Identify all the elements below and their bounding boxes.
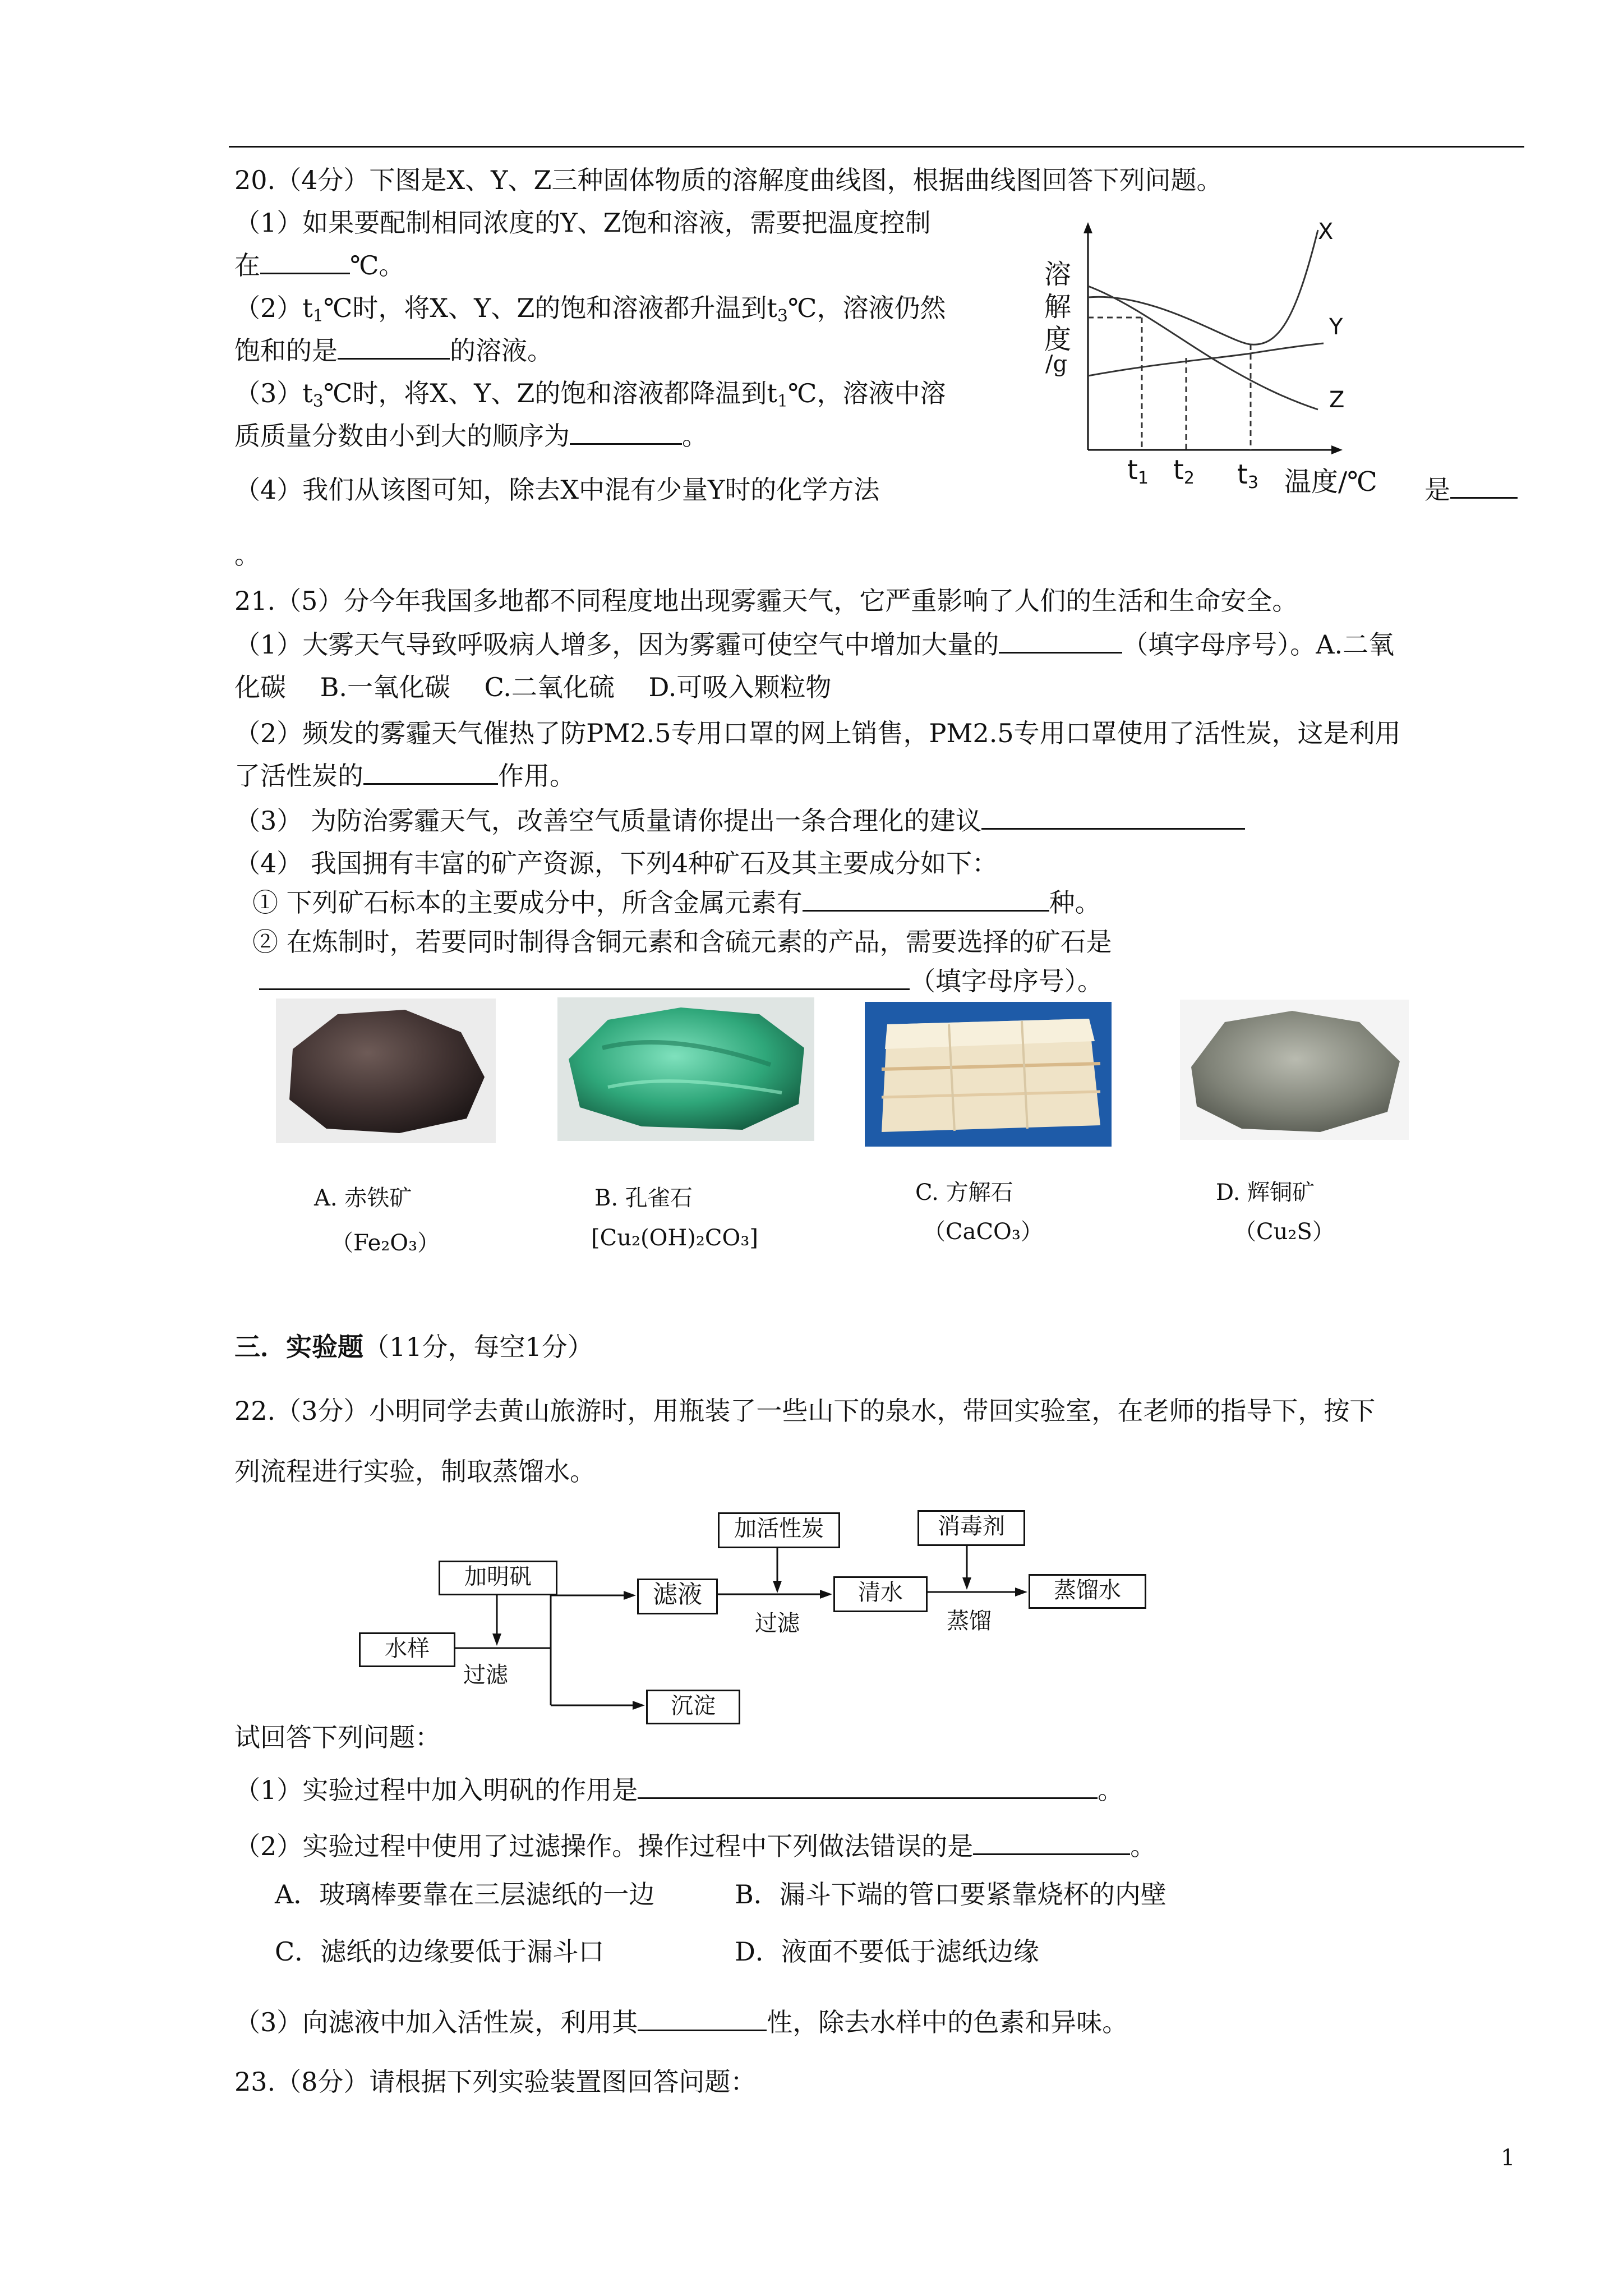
q21-answer-1[interactable] — [999, 629, 1122, 654]
q22-part1 — [234, 1773, 1123, 1807]
tick-sub: 1 — [1137, 468, 1149, 488]
subscript: 3 — [777, 306, 788, 326]
ore-formula-a: （Fe₂O₃） — [331, 1230, 440, 1256]
graph-ylabel-1: 溶 — [1044, 259, 1072, 290]
ore-name-a: A. 赤铁矿 — [314, 1185, 412, 1211]
text-seg: 。 — [1130, 1831, 1156, 1861]
text-seg: （2）实验过程中使用了过滤操作。操作过程中下列做法错误的是 — [234, 1831, 974, 1861]
q20-part1-pre: 在 — [234, 250, 260, 280]
flow-distilled-water: 蒸馏水 — [1029, 1574, 1146, 1609]
text-seg: （1）大雾天气导致呼吸病人增多，因为雾霾可使空气中增加大量的 — [234, 629, 999, 660]
section3-heading — [234, 1329, 593, 1364]
y-axis-arrow — [1083, 222, 1092, 233]
q21-part4-2: ② 在炼制时，若要同时制得含铜元素和含硫元素的产品，需要选择的矿石是 — [252, 927, 1112, 957]
text-seg: （3）向滤液中加入活性炭，利用其 — [234, 2007, 638, 2037]
tick-sub: 3 — [1247, 473, 1258, 493]
flow-clear-water: 清水 — [833, 1576, 928, 1612]
q20-title: 20.（4分）下图是X、Y、Z三种固体物质的溶解度曲线图，根据曲线图回答下列问题。 — [234, 165, 1223, 195]
graph-label-x: X — [1318, 219, 1334, 245]
q22-part2 — [234, 1829, 1156, 1864]
text-seg: ℃时，将X、Y、Z的饱和溶液都降温到t — [323, 378, 777, 408]
q22-title-line2: 列流程进行实验，制取蒸馏水。 — [234, 1456, 596, 1487]
q20-part2-line2 — [234, 333, 553, 368]
flow-filtrate: 滤液 — [637, 1579, 718, 1614]
q21-part4-3 — [259, 964, 1103, 999]
flow-filter-2: 过滤 — [755, 1611, 800, 1636]
q22-ask: 试回答下列问题： — [234, 1722, 441, 1752]
q21-part1-line1 — [234, 627, 1394, 662]
q20-answer-3[interactable] — [570, 421, 682, 445]
tick-sub: 2 — [1183, 468, 1195, 488]
q22-title-line1: 22.（3分）小明同学去黄山旅游时，用瓶装了一些山下的泉水，带回实验室，在老师的指导下，按下 — [234, 1396, 1376, 1426]
flow-add-alum: 加明矾 — [439, 1561, 557, 1595]
subscript: 1 — [777, 392, 788, 411]
text-seg: （1）实验过程中加入明矾的作用是 — [234, 1775, 638, 1805]
text-seg: 性，除去水样中的色素和异味。 — [767, 2007, 1128, 2037]
text-seg: 饱和的是 — [234, 335, 338, 366]
q20-part1-line2 — [234, 248, 404, 283]
text-seg: （3）t — [234, 378, 313, 408]
ore-name-d: D. 辉铜矿 — [1216, 1180, 1315, 1205]
q22-option-a: A．玻璃棒要靠在三层滤纸的一边 — [275, 1879, 655, 1910]
q21-part2-line1: （2）频发的雾霾天气催热了防PM2.5专用口罩的网上销售，PM2.5专用口罩使用了活性炭，这是利用 — [234, 718, 1401, 748]
q21-answer-5[interactable] — [259, 966, 910, 990]
q20-answer-2[interactable] — [338, 335, 450, 360]
flow-precipitate: 沉淀 — [646, 1690, 740, 1724]
q20-part2-line1 — [234, 291, 946, 334]
flow-diagram — [348, 1501, 1155, 1726]
section-note: （11分，每空1分） — [363, 1332, 593, 1362]
graph-xlabel: 温度/℃ — [1284, 466, 1377, 498]
tick-text: t — [1173, 454, 1184, 486]
calcite-drawing — [865, 1002, 1112, 1147]
q20-part4-line1: （4）我们从该图可知，除去X中混有少量Y时的化学方法 — [234, 475, 880, 505]
graph-ylabel-2: 解 — [1044, 291, 1072, 323]
hematite-drawing — [276, 999, 496, 1143]
q21-part4-1 — [252, 885, 1101, 920]
ore-formula-d: （Cu₂S） — [1234, 1219, 1335, 1245]
q21-answer-3[interactable] — [981, 806, 1245, 830]
q22-answer-1[interactable] — [638, 1775, 1098, 1799]
text-seg: （填字母序号）。A.二氧 — [1122, 629, 1395, 660]
q20-part1-post: ℃。 — [350, 250, 405, 280]
q22-part3 — [234, 2005, 1128, 2040]
text-seg: 了活性炭的 — [234, 761, 363, 791]
flow-disinfectant: 消毒剂 — [917, 1510, 1025, 1546]
ore-image-chalcocite — [1180, 1000, 1409, 1140]
q20-part4-line2: 。 — [234, 540, 260, 570]
x-axis-arrow — [1331, 445, 1343, 454]
q21-part2-line2 — [234, 758, 575, 793]
ore-image-malachite — [557, 997, 814, 1141]
tick-text: t — [1127, 454, 1138, 486]
q21-part4: （4） 我国拥有丰富的矿产资源，下列4种矿石及其主要成分如下： — [234, 848, 998, 878]
curve-y — [1088, 343, 1324, 376]
q20-answer-1[interactable] — [260, 250, 350, 274]
ore-formula-b: [Cu₂(OH)₂CO₃] — [591, 1225, 758, 1251]
ore-image-hematite — [276, 999, 496, 1143]
q21-title: 21.（5）分今年我国多地都不同程度地出现雾霾天气，它严重影响了人们的生活和生命安全。 — [234, 586, 1298, 616]
text-seg: 。 — [682, 421, 708, 451]
ore-name-c: C. 方解石 — [915, 1180, 1013, 1205]
graph-label-y: Y — [1329, 314, 1343, 340]
tick-text: t — [1237, 459, 1248, 490]
text-seg: （2）t — [234, 293, 313, 323]
malachite-drawing — [557, 997, 814, 1141]
flow-add-carbon: 加活性炭 — [718, 1512, 840, 1548]
q22-option-b: B．漏斗下端的管口要紧靠烧杯的内壁 — [735, 1879, 1166, 1910]
flow-distill: 蒸馏 — [947, 1608, 992, 1634]
q22-option-d: D．液面不要低于滤纸边缘 — [735, 1936, 1039, 1967]
q22-answer-3[interactable] — [638, 2007, 767, 2031]
q21-answer-4[interactable] — [803, 887, 1049, 912]
text-seg: 。 — [1098, 1775, 1124, 1805]
ore-name-b: B. 孔雀石 — [594, 1185, 693, 1211]
q20-part1-line1: （1）如果要配制相同浓度的Y、Z饱和溶液，需要把温度控制 — [234, 208, 931, 238]
chalcocite-drawing — [1180, 1000, 1409, 1140]
q20-answer-4[interactable] — [1450, 475, 1518, 499]
subscript: 1 — [312, 306, 324, 326]
text-seg: 的溶液。 — [450, 335, 553, 366]
flow-water-sample: 水样 — [359, 1632, 455, 1667]
graph-ylabel-3: 度 — [1044, 324, 1072, 355]
text-seg: 种。 — [1049, 887, 1101, 918]
text-seg: ℃时，将X、Y、Z的饱和溶液都升温到t — [323, 293, 777, 323]
text-seg: ① 下列矿石标本的主要成分中，所含金属元素有 — [252, 887, 803, 918]
flow-filter-1: 过滤 — [463, 1662, 508, 1688]
page-number: 1 — [1501, 2145, 1515, 2171]
ore-image-calcite — [865, 1002, 1112, 1147]
q22-answer-2[interactable] — [973, 1831, 1130, 1855]
section-title: 三．实验题 — [234, 1332, 363, 1362]
text-seg: （3） 为防治雾霾天气，改善空气质量请你提出一条合理化的建议 — [234, 806, 981, 836]
q20-part4-end — [1424, 472, 1518, 507]
text-seg: 质质量分数由小到大的顺序为 — [234, 421, 570, 451]
ore-formula-c: （CaCO₃） — [923, 1219, 1043, 1245]
text-seg: （填字母序号）。 — [910, 966, 1103, 996]
q21-answer-2[interactable] — [363, 761, 498, 785]
graph-label-z: Z — [1329, 387, 1345, 413]
text-seg: 是 — [1424, 475, 1450, 505]
graph-ylabel-4: /g — [1045, 351, 1068, 377]
q20-part3-line2 — [234, 418, 708, 453]
graph-tick-t2 — [1173, 454, 1195, 488]
text-seg: ℃，溶液仍然 — [787, 293, 946, 323]
graph-tick-t1 — [1127, 454, 1149, 488]
q21-part1-line2: 化碳 B.一氧化碳 C.二氧化硫 D.可吸入颗粒物 — [234, 672, 832, 702]
graph-tick-t3 — [1237, 459, 1258, 493]
q21-part3 — [234, 803, 1245, 838]
curve-x — [1088, 230, 1318, 344]
q20-part3-line1 — [234, 376, 946, 419]
q22-option-c: C．滤纸的边缘要低于漏斗口 — [275, 1936, 605, 1967]
header-rule — [229, 146, 1524, 148]
text-seg: ℃，溶液中溶 — [787, 378, 946, 408]
text-seg: 作用。 — [498, 761, 575, 791]
solubility-graph — [1043, 219, 1402, 505]
q23-title: 23.（8分）请根据下列实验装置图回答问题： — [234, 2067, 757, 2097]
subscript: 3 — [312, 392, 324, 411]
